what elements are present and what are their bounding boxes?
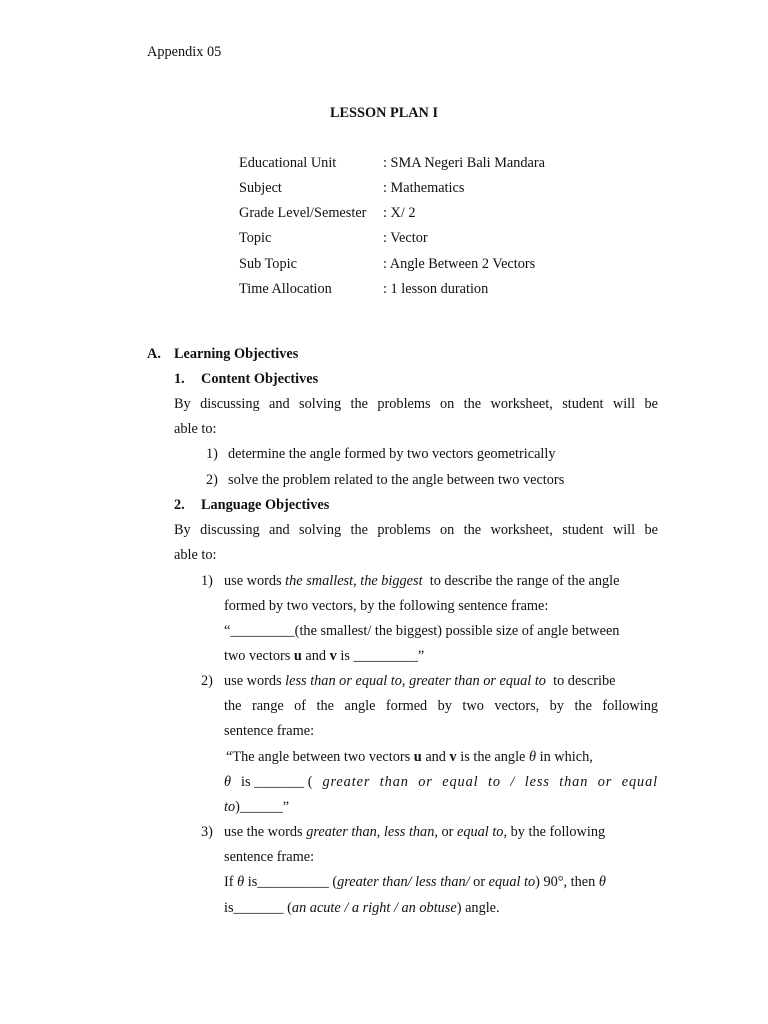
appendix-label: Appendix 05 <box>147 44 222 60</box>
emphasis: greater than or equal to / less than or equal <box>322 774 658 790</box>
text: If <box>224 874 234 890</box>
text: , by the following <box>503 824 606 840</box>
vector-u: u <box>293 648 302 664</box>
info-value: : Mathematics <box>383 180 465 196</box>
vector-u: u <box>413 749 422 765</box>
list-item <box>224 672 615 690</box>
subsection-title: Language Objectives <box>201 497 330 513</box>
list-item: solve the problem related to the angle between two vectors <box>228 472 565 488</box>
list-number: 3) <box>201 824 213 840</box>
info-label: Subject <box>239 180 282 196</box>
text: to describe <box>553 673 616 689</box>
text: “The angle between two vectors <box>226 749 411 765</box>
info-label: Educational Unit <box>239 155 337 171</box>
info-value: : Angle Between 2 Vectors <box>383 256 536 272</box>
list-number: 2) <box>201 673 213 689</box>
theta-symbol: θ <box>528 749 537 765</box>
text: to describe the range of the angle <box>429 573 620 589</box>
text: and <box>425 749 446 765</box>
emphasis: the smallest, the biggest <box>285 573 423 589</box>
list-item: determine the angle formed by two vectors geometrically <box>228 446 556 462</box>
list-item-line: formed by two vectors, by the following sentence frame: <box>224 598 549 614</box>
info-value: : 1 lesson duration <box>383 281 489 297</box>
emphasis: greater than <box>306 824 377 840</box>
sentence-frame <box>224 899 500 917</box>
list-number: 1) <box>206 446 218 462</box>
info-value: : X/ 2 <box>383 205 416 221</box>
list-item-line: sentence frame: <box>224 849 315 865</box>
list-item <box>224 572 658 590</box>
text: , or <box>434 824 454 840</box>
emphasis: greater than/ less than/ <box>337 874 470 890</box>
list-number: 1) <box>201 573 213 589</box>
text: )______” <box>235 799 290 815</box>
list-number: 2) <box>206 472 218 488</box>
language-intro-line1: By discussing and solving the problems on the worksheet, student will be <box>174 522 658 538</box>
sentence-frame <box>224 773 658 791</box>
text: in which, <box>539 749 593 765</box>
emphasis: less than or equal to, greater than or equal to <box>285 673 546 689</box>
subsection-number: 1. <box>174 371 185 387</box>
theta-symbol: θ <box>224 774 232 790</box>
info-label: Topic <box>239 230 272 246</box>
vector-v: v <box>449 749 457 765</box>
section-title: Learning Objectives <box>174 346 299 362</box>
info-label: Time Allocation <box>239 281 332 297</box>
text: and <box>305 648 327 664</box>
list-item <box>224 823 605 841</box>
text: is _______ ( <box>240 774 313 790</box>
page-title: LESSON PLAN I <box>329 105 439 121</box>
sentence-frame <box>224 798 289 816</box>
text: use words <box>224 573 282 589</box>
emphasis: equal to <box>457 824 504 840</box>
text: ) angle. <box>456 900 500 916</box>
text: use words <box>224 673 282 689</box>
list-item-line: the range of the angle formed by two vectors, by the following <box>224 698 658 714</box>
info-value: : SMA Negeri Bali Mandara <box>383 155 545 171</box>
subsection-title: Content Objectives <box>201 371 319 387</box>
sentence-frame <box>224 873 606 891</box>
info-label: Sub Topic <box>239 256 297 272</box>
emphasis: equal to <box>488 874 536 890</box>
text: is the angle <box>460 749 526 765</box>
section-letter: A. <box>147 346 161 362</box>
sentence-frame: “_________(the smallest/ the biggest) possible size of angle between <box>224 623 620 639</box>
text: use the words <box>224 824 303 840</box>
content-intro-line1: By discussing and solving the problems on the worksheet, student will be <box>174 396 658 412</box>
text: ) 90°, then <box>535 874 596 890</box>
info-value: : Vector <box>383 230 428 246</box>
sentence-frame <box>226 748 593 766</box>
text: is__________ ( <box>247 874 338 890</box>
theta-symbol: θ <box>237 874 245 890</box>
emphasis: to <box>224 799 236 815</box>
content-intro-line2: able to: <box>174 421 217 437</box>
text: is _________” <box>340 648 425 664</box>
text: or <box>473 874 486 890</box>
emphasis: an acute / a right / an obtuse <box>291 900 457 916</box>
info-label: Grade Level/Semester <box>239 205 367 221</box>
text: , <box>376 824 381 840</box>
text: two vectors <box>224 648 291 664</box>
subsection-number: 2. <box>174 497 185 513</box>
emphasis: less than <box>383 824 435 840</box>
language-intro-line2: able to: <box>174 547 217 563</box>
sentence-frame <box>224 647 424 665</box>
list-item-line: sentence frame: <box>224 723 315 739</box>
theta-symbol: θ <box>598 874 606 890</box>
vector-v: v <box>329 648 337 664</box>
text: is_______ ( <box>224 900 292 916</box>
